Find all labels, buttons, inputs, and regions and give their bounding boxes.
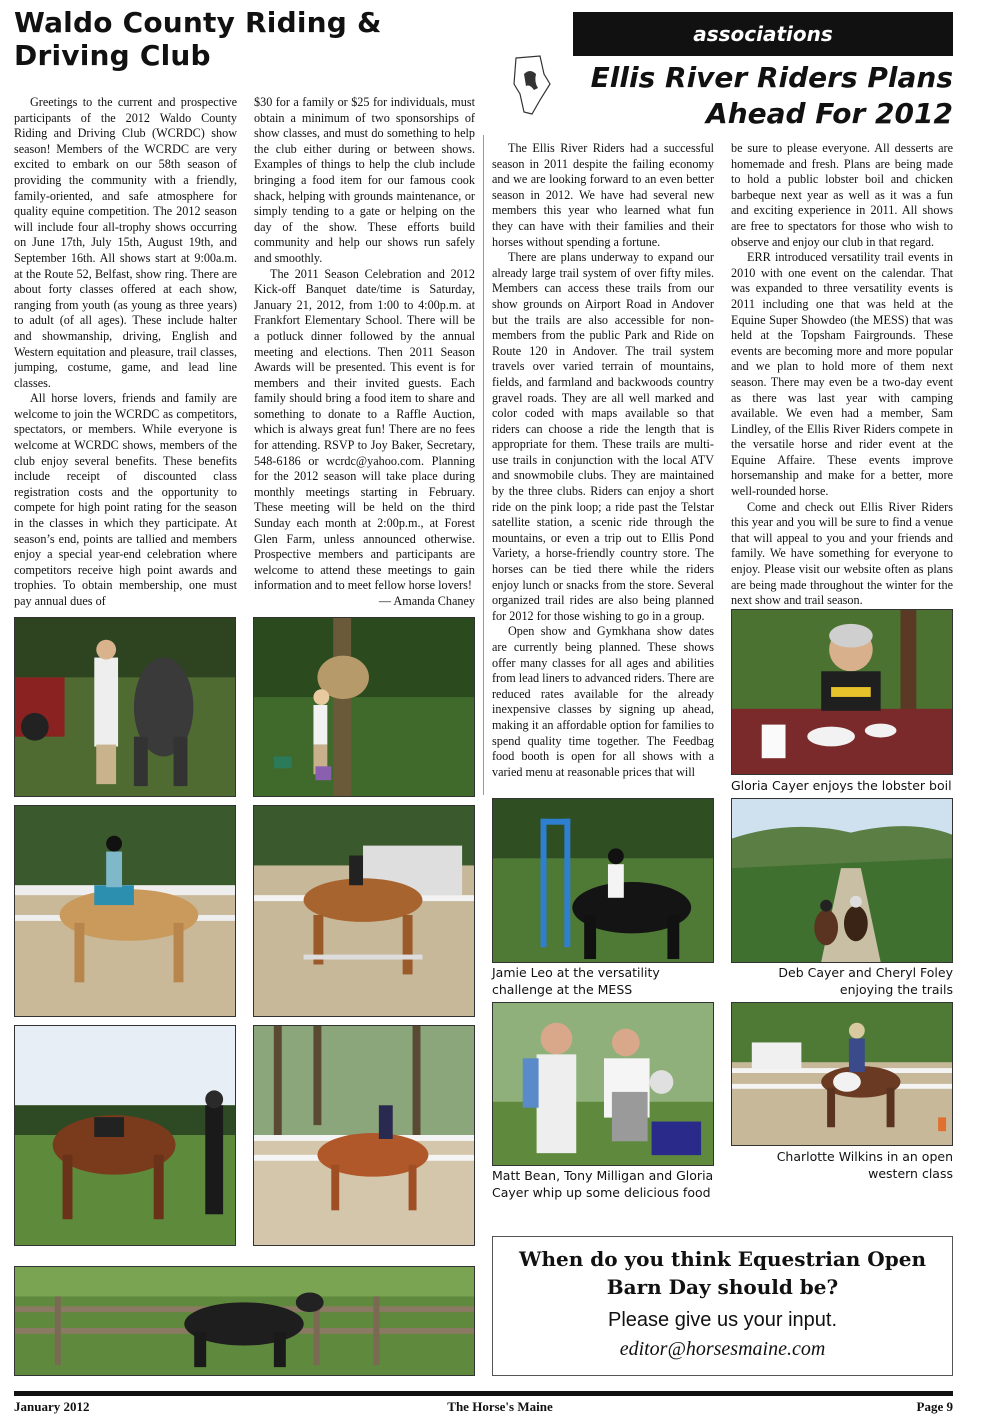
maine-horse-logo — [510, 54, 552, 116]
caption-matt: Matt Bean, Tony Milligan and Gloria Cayer whip up some delicious food — [492, 1168, 714, 1200]
photo-western-rider — [14, 805, 236, 1017]
left-article-title: Waldo County Riding & Driving Club — [14, 6, 382, 72]
photo-horse-standing — [14, 1025, 236, 1246]
paragraph: The Ellis River Riders had a successful season in 2011 despite the failing economy and we are looking forward to an even better season in 2012. We have had several new members this year who learned what fun they can have with their families and their horses without spending a fortune. — [492, 141, 714, 249]
paragraph: All horse lovers, friends and family are welcome to join the WCRDC as competitors, spectators, or members. While everyone is welcome at WCRDC shows, members of the club enjoy several benefits. These benefits include receipt of discounted class registration costs and the opportunity to compete for high point rating for the season in the classes in which they participate. At season’s end, points are tallied and members enjoy a special year-end celebration where competitors receive high point awards and trophies. To obtain membership, one must pay annual dues of — [14, 391, 237, 608]
right-article-title: Ellis River Riders Plans Ahead For 2012 — [590, 61, 953, 130]
ad-email-link[interactable]: editor@horsesmaine.com — [619, 1338, 826, 1360]
photo-matt-tony-gloria — [492, 1002, 714, 1166]
section-banner: associations — [573, 12, 953, 56]
footer-rule — [14, 1391, 953, 1396]
paragraph: be sure to please everyone. All desserts are homemade and fresh. Plans are being made to hold a public lobster boil and chicken barbeque next year as well as it was a fun and exciting experience in 2011. All shows are free to spectators for those who wish to observe and enjoy our club in that regard. — [731, 141, 953, 249]
photo-girl-with-horse — [14, 617, 236, 797]
paragraph: $30 for a family or $25 for individuals, must obtain a minimum of two sponsorships of show classes, and must do something to help the club either during or between shows. Examples of things to help the club include bringing a food item for our famous cook shack, helping with grounds maintenance, or simply tending to a gate or helping on the day of the show. These efforts build community and help our shows run safely and smoothly. — [254, 95, 475, 265]
paragraph: ERR introduced versatility trail events in 2010 with one event on the calendar. That was expanded to three versatility events is 2011 including one that was held at the Equine Super Showdeo (the MESS) that was held at the Topsham Fairgrounds. These events are becoming more and more popular and we plan to hold more of them next season. There may even be a two-day event as there was last year with camping available. We even had a member, Sam Lindley, of the Ellis River Riders compete in the versatile horse and rider event at the Equine Affaire. These events improve horsemanship and make for a better, more well-rounded horse. — [731, 250, 953, 499]
ad-question: When do you think Equestrian Open Barn Day should be? — [519, 1247, 926, 1299]
paragraph: Greetings to the current and prospective participants of the 2012 Waldo County Riding and Driving Club (WCRDC) show season! Members of the WCRDC are very excited to embark on our 58th season of providing the community with a friendly, family-oriented, and safe atmosphere for quality equine competition. The 2012 season will include four all-trophy shows occurring on June 17th, July 15th, August 19th, and September 16th. All shows start at 9:00a.m. at the Route 52, Belfast, show ring. There are about forty classes offered at each show, ranging from youth (as young as three years) to adult (of all ages). These include halter and showmanship, driving, English and Western equitation and pleasure, trail classes, jumping, costume, game, and lead line classes. — [14, 95, 237, 390]
caption-deb: Deb Cayer and Cheryl Foley enjoying the trails — [778, 965, 953, 997]
paragraph: There are plans underway to expand our already large trail system of over fifty miles. Members can access these trails from our show grounds on Airport Road in Andover but the trails are also accessible for non-members from the public Park and Ride on Route 120 in Andover. The trail system travels over varied terrain of mountains, fields, and farmland and backwoods country gravel roads. They are all well marked and color coded with maps available so that riders can choose a ride the length that is appropriate for them. These trails are multi-use trails in conjunction with the local ATV and snowmobile clubs. They are maintained by the three clubs. Riders can enjoy a short ride on the pink loop; a ride past the Telstar satellite station, a scenic ride through the mountains, or even a trip out to Ellis Pond Variety, a horse-friendly country store. The horses can be tied there while the riders enjoy lunch or snacks from the store. Several organized trail rides are also being planned for 2012 for those wishing to go in a group. — [492, 250, 714, 623]
photo-gloria-lobster — [731, 609, 953, 775]
left-article-col1 — [14, 95, 237, 615]
photo-jumping-horse — [253, 805, 475, 1017]
open-barn-day-ad — [492, 1236, 953, 1376]
left-article-col2 — [254, 95, 475, 615]
caption-jamie: Jamie Leo at the versatility challenge at the MESS — [492, 965, 660, 997]
photo-charlotte-wilkins — [731, 1002, 953, 1146]
footer-publication: The Horse's Maine — [447, 1399, 553, 1414]
photo-chestnut-horse — [253, 1025, 475, 1246]
paragraph: Open show and Gymkhana show dates are currently being planned. These shows offer many classes for all ages and abilities from lead liners to advanced riders. There are reduced rates available for the already inexpensive classes by signing up ahead, making it an affordable option for families to spend quality time together. The Feedbag food booth is open for all shows with a varied menu at reasonable prices that will — [492, 624, 714, 779]
footer-date: January 2012 — [14, 1399, 90, 1414]
right-article-col1 — [492, 141, 714, 781]
paragraph: The 2011 Season Celebration and 2012 Kick-off Banquet date/time is Saturday, January 21, 2012, from 1:00 to 4:00p.m. at Frankfort Elementary School. There will be a potluck dinner followed by the annual meeting and elections. Then 2011 Season Awards will be presented. This event is for members and their invited guests. Each family should bring a food item to share and something to donate to a Raffle Auction, which is always great fun! There are no fees for attending. RSVP to Joy Baker, Secretary, 548-6186 or wcrdc@yahoo.com. Planning for the 2012 season will take place during monthly meetings starting in February. These meeting will be held on the third Sunday each month at 2:00p.m., at Forest Glen Farm, unless announced otherwise. Prospective members and participants are welcome to attend these meetings to gain information and to meet fellow horse lovers! — [254, 266, 475, 593]
footer-page-number: Page 9 — [916, 1399, 953, 1414]
photo-child-tree — [253, 617, 475, 797]
column-divider — [483, 135, 484, 795]
ad-subtext: Please give us your input. — [607, 1309, 838, 1331]
caption-charlotte: Charlotte Wilkins in an open western class — [776, 1149, 953, 1181]
article-signature: — Amanda Chaney — [378, 594, 475, 608]
photo-draft-horse-fence — [14, 1266, 475, 1376]
paragraph: Come and check out Ellis River Riders this year and you will be sure to find a venue that will appeal to you and your friends and family. We have something for everyone to enjoy. Please visit our website often as plans are being made throughout the winter for the next show and trail season. — [731, 499, 953, 607]
photo-jamie-leo — [492, 798, 714, 963]
caption-gloria: Gloria Cayer enjoys the lobster boil — [731, 778, 952, 793]
photo-deb-cheryl-trail — [731, 798, 953, 963]
right-article-col2 — [731, 141, 953, 607]
